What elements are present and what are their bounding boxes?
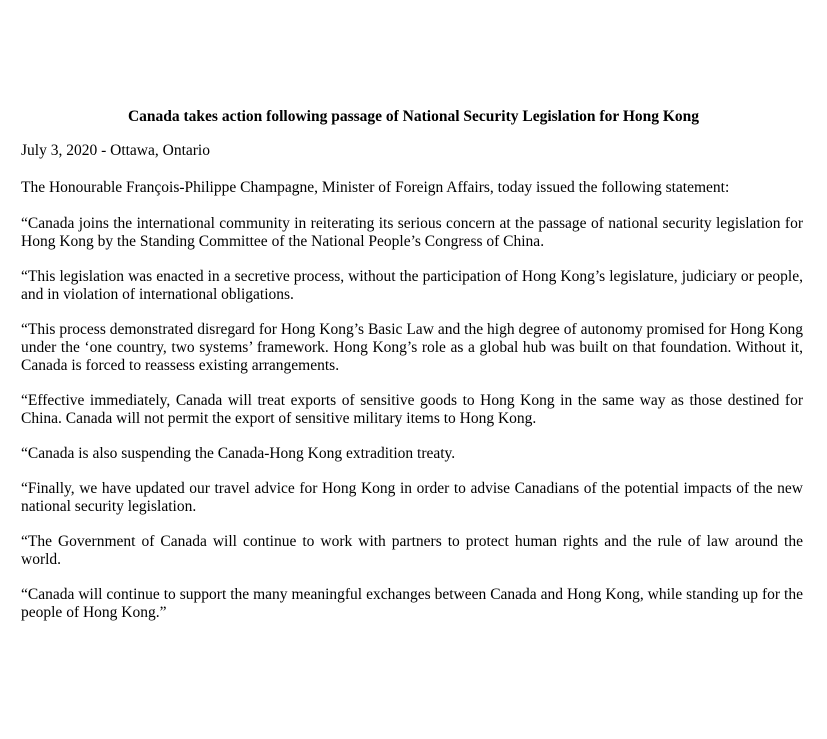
statement-paragraph: “Effective immediately, Canada will treat exports of sensitive goods to Hong Kong in the same way as those destined for China. Canada will not permit the export of sensitive military items to Hong Kong. [21,392,803,427]
statement-paragraph: “Canada will continue to support the many meaningful exchanges between Canada and Hong Kong, while standing up for the people of Hong Kong.” [21,586,803,621]
statement-paragraph: “Canada is also suspending the Canada-Hong Kong extradition treaty. [21,445,456,462]
statement-paragraph: “This process demonstrated disregard for Hong Kong’s Basic Law and the high degree of autonomy promised for Hong Kong under the ‘one country, two systems’ framework. Hong Kong’s role as a global hub was built on that foundation. Without it, Canada is forced to reassess existing arrangements. [21,321,803,374]
statement-body [21,215,803,622]
statement-paragraph: “This legislation was enacted in a secretive process, without the participation of Hong Kong’s legislature, judiciary or people, and in violation of international obligations. [21,268,803,303]
statement-paragraph: “Finally, we have updated our travel advice for Hong Kong in order to advise Canadians of the potential impacts of the new national security legislation. [21,480,803,515]
statement-paragraph: “Canada joins the international community in reiterating its serious concern at the passage of national security legislation for Hong Kong by the Standing Committee of the National People’s Congress of China. [21,215,803,250]
dateline: July 3, 2020 - Ottawa, Ontario [21,142,210,159]
statement-paragraph: “The Government of Canada will continue to work with partners to protect human rights and the rule of law around the world. [21,533,803,568]
intro-paragraph: The Honourable François-Philippe Champagne, Minister of Foreign Affairs, today issued the following statement: [21,179,730,196]
document-title: Canada takes action following passage of National Security Legislation for Hong Kong [127,108,700,125]
